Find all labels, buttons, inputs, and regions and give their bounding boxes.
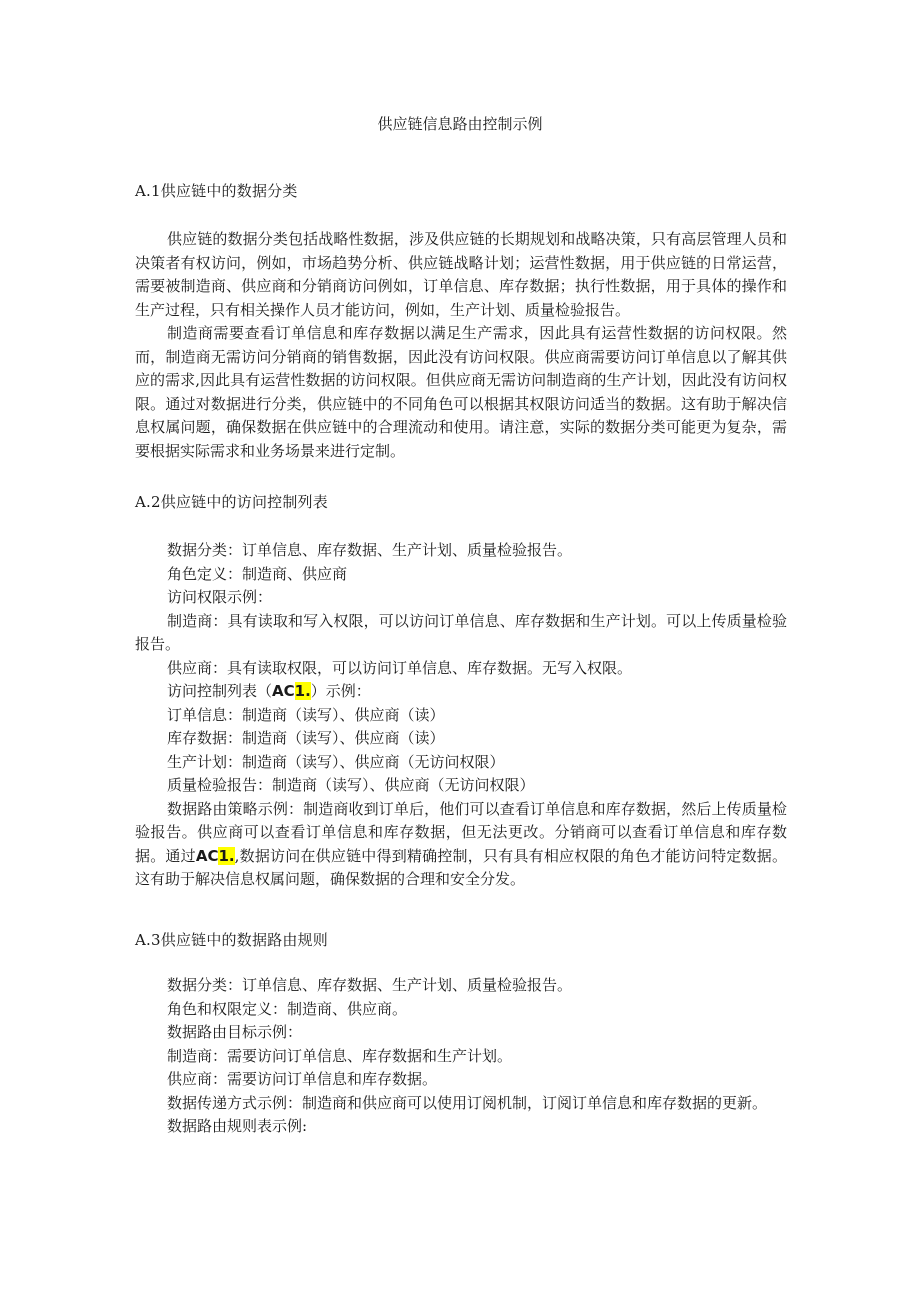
section-a1-body (135, 228, 787, 463)
a3-role-permission: 角色和权限定义：制造商、供应商。 (167, 999, 408, 1018)
section-a3-heading: A.3供应链中的数据路由规则 (135, 931, 328, 949)
section-a2-heading: A.2供应链中的访问控制列表 (135, 493, 328, 511)
acl-suffix: ）示例： (310, 682, 371, 700)
a3-supplier-need: 供应商：需要访问订单信息和库存数据。 (167, 1070, 438, 1088)
acl-code-prefix: AC (272, 682, 295, 700)
a3-target-example: 数据路由目标示例： (167, 1023, 303, 1041)
a2-acl-example-heading (135, 680, 787, 704)
routing-code-highlight: 1. (218, 846, 235, 865)
document-title: 供应链信息路由控制示例 (377, 115, 543, 133)
acl-row-production-plan: 生产计划：制造商（读写）、供应商（无访问权限） (167, 752, 505, 771)
routing-text-b: ,数据访问在供应链中得到精确控制，只有具有相应权限的角色才能访问特定数据。这有助于解决信息权属问题，确保数据的合理和安全分发。 (135, 846, 787, 888)
a2-data-classification: 数据分类：订单信息、库存数据、生产计划、质量检验报告。 (167, 541, 573, 559)
a2-permission-example: 访问权限示例： (167, 588, 273, 606)
a2-routing-policy-example (135, 798, 787, 892)
a3-manufacturer-need: 制造商：需要访问订单信息、库存数据和生产计划。 (167, 1046, 513, 1065)
section-a3 (135, 930, 787, 950)
acl-row-quality-report: 质量检验报告：制造商（读写）、供应商（无访问权限） (167, 776, 535, 794)
a1-paragraph-2: 制造商需要查看订单信息和库存数据以满足生产需求，因此具有运营性数据的访问权限。然而，制造商无需访问分销商的销售数据，因此没有访问权限。供应商需要访问订单信息以了解其供应的需求,因此具有运营性数据的访问权限。但供应商无需访问制造商的生产计划，因此没有访问权限。通过对数据进行分类，供应链中的不同角色可以根据其权限访问适当的数据。这有助于解决信息权属问题，确保数据在供应链中的合理流动和使用。请注意，实际的数据分类可能更为复杂，需要根据实际需求和业务场景来进行定制。 (135, 324, 787, 460)
a3-rules-table-example: 数据路由规则表示例: (167, 1117, 308, 1135)
a3-delivery-method: 数据传递方式示例：制造商和供应商可以使用订阅机制，订阅订单信息和库存数据的更新。 (167, 1093, 768, 1112)
acl-row-order-info: 订单信息：制造商（读写）、供应商（读） (167, 705, 445, 724)
acl-row-inventory: 库存数据：制造商（读写）、供应商（读） (167, 729, 445, 747)
acl-code-highlight: 1. (294, 682, 311, 700)
routing-code-prefix: AC (195, 846, 219, 865)
section-a1-heading: A.1供应链中的数据分类 (135, 182, 298, 200)
acl-prefix: 访问控制列表（ (167, 682, 273, 700)
section-a1 (135, 181, 787, 201)
a2-supplier-permission: 供应商：具有读取权限，可以访问订单信息、库存数据。无写入权限。 (167, 658, 633, 677)
a3-data-classification: 数据分类：订单信息、库存数据、生产计划、质量检验报告。 (167, 976, 573, 994)
section-a2 (135, 492, 787, 512)
a2-manufacturer-permission: 制造商：具有读取和写入权限，可以访问订单信息、库存数据和生产计划。可以上传质量检验报告。 (135, 611, 787, 653)
section-a2-body (135, 539, 787, 892)
a2-role-definition: 角色定义：制造商、供应商 (167, 564, 348, 583)
a1-paragraph-1: 供应链的数据分类包括战略性数据，涉及供应链的长期规划和战略决策，只有高层管理人员和决策者有权访问，例如，市场趋势分析、供应链战略计划；运营性数据，用于供应链的日常运营，需要被制造商、供应商和分销商访问例如，订单信息、库存数据；执行性数据，用于具体的操作和生产过程，只有相关操作人员才能访问，例如，生产计划、质量检验报告。 (135, 230, 787, 319)
routing-text-a: 数据路由策略示例：制造商收到订单后，他们可以查看订单信息和库存数据，然后上传质量检验报告。供应商可以查看订单信息和库存数据，但无法更改。分销商可以查看订单信息和库存数据。通过 (135, 799, 787, 865)
section-a3-body (135, 974, 787, 1139)
